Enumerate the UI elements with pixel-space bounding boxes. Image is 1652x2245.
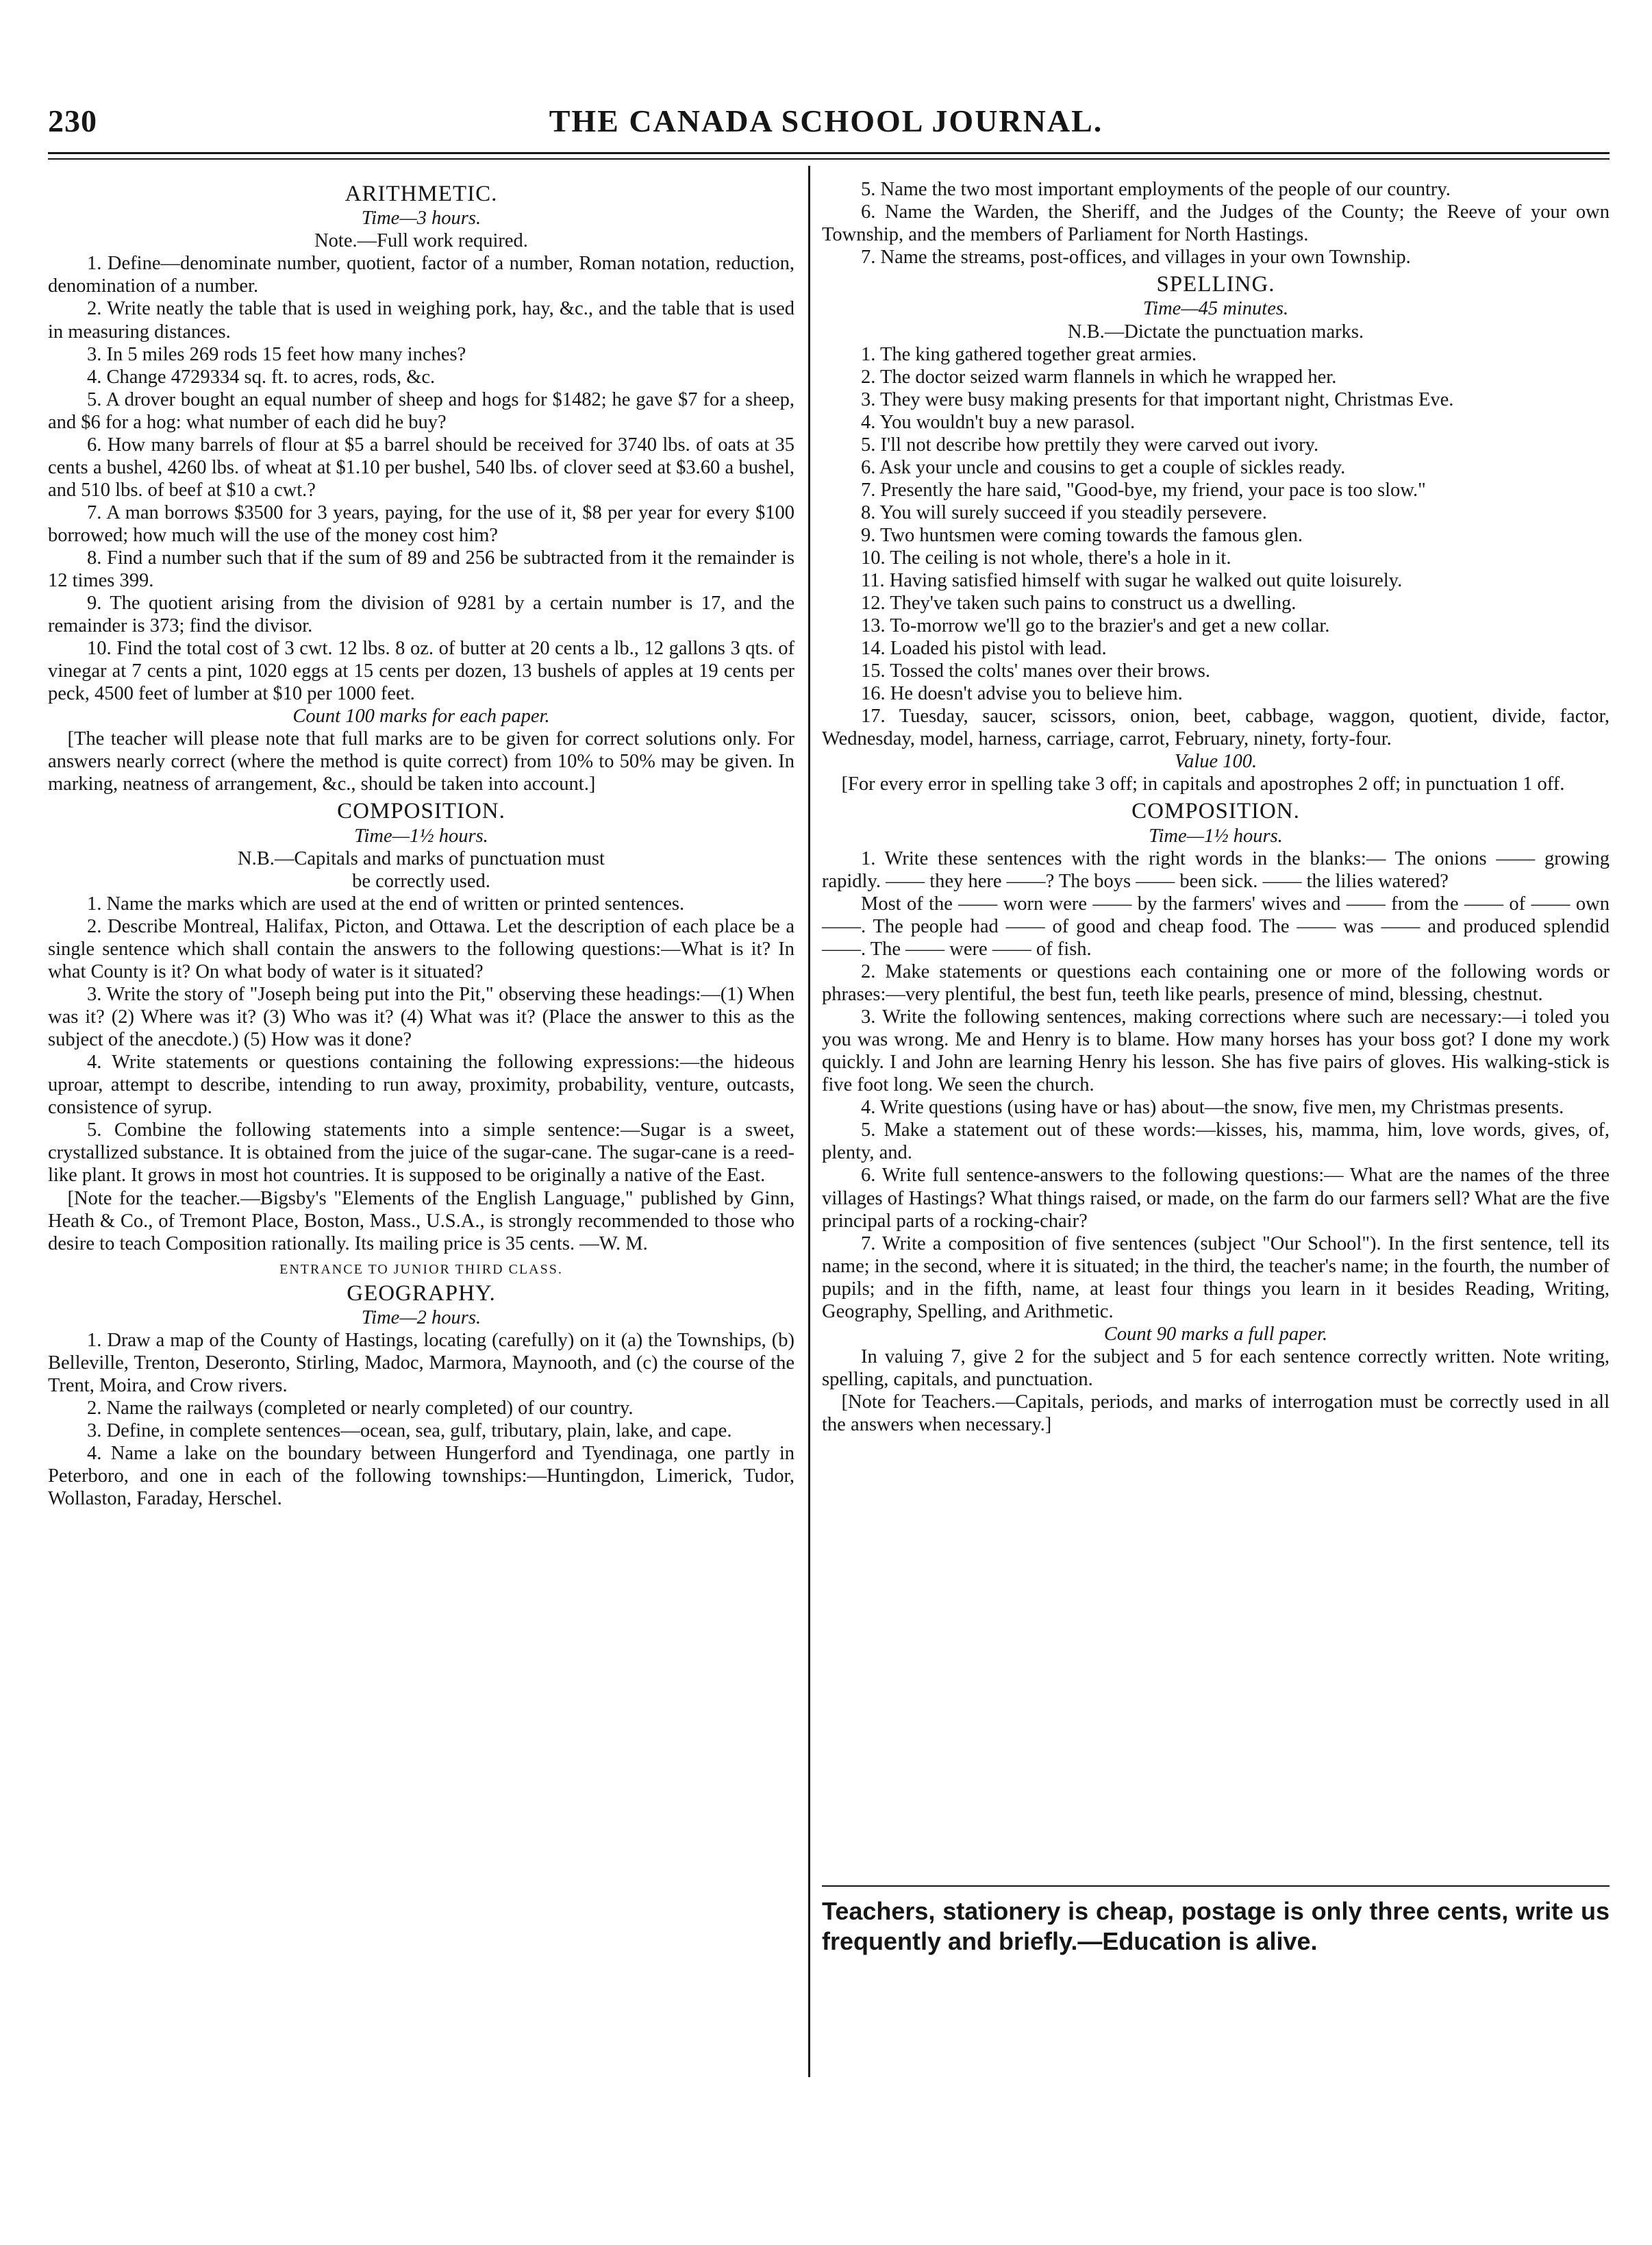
geography-question: 5. Name the two most important employments of the people of our country. xyxy=(861,179,1451,200)
composition-question: 4. Write statements or questions containing the following expressions:—the hideous uproar, attempt to describe, intending to run away, proximity, probability, venture, outcasts, consistence of syrup. xyxy=(48,1052,794,1119)
composition-question: 7. Write a composition of five sentences (subject "Our School"). In the first sentence, tell its name; in the second, where it is situated; in the third, the teacher's name; in the fourth, the number of pupils; and in the fifth, name, at least four things you learn in it besides Reading, Writing, Geography, Spelling, and Arithmetic. xyxy=(822,1232,1610,1322)
arithmetic-question: 9. The quotient arising from the division of 9281 by a certain number is 17, and the remainder is 373; find the divisor. xyxy=(48,593,794,637)
spelling-item: 10. The ceiling is not whole, there's a hole in it. xyxy=(861,547,1231,569)
page-number: 230 xyxy=(48,103,97,138)
spelling-item: 12. They've taken such pains to construct us a dwelling. xyxy=(861,593,1297,615)
spelling-item: 6. Ask your uncle and cousins to get a couple of sickles ready. xyxy=(861,456,1346,478)
spelling-item: 9. Two huntsmen were coming towards the famous glen. xyxy=(861,524,1303,546)
spelling-item: 14. Loaded his pistol with lead. xyxy=(861,638,1107,660)
composition-question: 5. Combine the following statements into a simple sentence:—Sugar is a sweet, crystallized substance. It is obtained from the juice of the sugar-cane. The sugar-cane is a reed-like plant. It grows in most hot countries. It is supposed to be originally a native of the East. xyxy=(48,1119,794,1187)
spelling-item: 15. Tossed the colts' manes over their brows. xyxy=(861,660,1210,682)
arithmetic-question: 2. Write neatly the table that is used in weighing pork, hay, &c., and the table that is used in measuring distances. xyxy=(48,298,794,343)
composition-teacher-note: [Note for the teacher.—Bigsby's "Elements of the English Language," published by Ginn, Heath & Co., of Tremont Place, Boston, Mass., U.S.A., is strongly recommended to those who desire to teach Composition rationally. Its mailing price is 35 cents. —W. M. xyxy=(48,1187,794,1254)
journal-title: THE CANADA SCHOOL JOURNAL. xyxy=(549,103,1103,138)
spelling-item: 1. The king gathered together great armies. xyxy=(861,343,1197,365)
header-rule-thin xyxy=(48,158,1610,160)
geography-question: 6. Name the Warden, the Sheriff, and the Judges of the County; the Reeve of your own Township, and the members of Parliament for North Hastings. xyxy=(822,201,1610,246)
spelling-time: Time—45 minutes. xyxy=(1142,298,1289,320)
spelling-teacher-note: [For every error in spelling take 3 off; in capitals and apostrophes 2 off; in punctuation 1 off. xyxy=(841,773,1565,795)
geography-question: 3. Define, in complete sentences—ocean, sea, gulf, tributary, plain, lake, and cape. xyxy=(87,1420,732,1442)
composition-question: 5. Make a statement out of these words:—kisses, his, mamma, him, love words, gives, of, plenty, and. xyxy=(822,1119,1610,1164)
composition-teacher-note: [Note for Teachers.—Capitals, periods, and marks of interrogation must be correctly used in all the answers when necessary.] xyxy=(822,1391,1610,1435)
arithmetic-heading: ARITHMETIC. xyxy=(345,182,498,206)
spelling-item: 3. They were busy making presents for that important night, Christmas Eve. xyxy=(861,388,1454,410)
composition-count: Count 90 marks a full paper. xyxy=(1103,1323,1328,1345)
composition-question: 4. Write questions (using have or has) about—the snow, five men, my Christmas presents. xyxy=(861,1097,1564,1119)
composition-question: 6. Write full sentence-answers to the following questions:— What are the names of the three villages of Hastings? What things raised, or made, on the farm do our farmers sell? What are the five principal parts of a rocking-chair? xyxy=(822,1165,1610,1232)
spelling-heading: SPELLING. xyxy=(1156,272,1275,297)
arithmetic-teacher-note: [The teacher will please note that full marks are to be given for correct solutions only. For answers nearly correct (where the method is quite correct) from 10% to 50% may be given. In marking, neatness of arrangement, &c., should be taken into account.] xyxy=(48,728,794,795)
geography-heading: GEOGRAPHY. xyxy=(347,1280,496,1306)
geography-question: 7. Name the streams, post-offices, and villages in your own Township. xyxy=(861,247,1411,269)
arithmetic-question: 3. In 5 miles 269 rods 15 feet how many inches? xyxy=(87,343,466,365)
arithmetic-question: 4. Change 4729334 sq. ft. to acres, rods, &c. xyxy=(87,366,436,388)
arithmetic-note: Note.—Full work required. xyxy=(314,230,528,252)
spelling-item: 7. Presently the hare said, "Good-bye, my friend, your pace is too slow." xyxy=(861,479,1426,501)
left-column xyxy=(48,178,794,1511)
spelling-item: 5. I'll not describe how prettily they were carved out ivory. xyxy=(861,434,1319,456)
composition-question: 3. Write the story of "Joseph being put into the Pit," observing these headings:—(1) When was it? (2) Where was it? (3) Who was it? (4) What was it? (Place the answer to this as the subject of the anecdote.) (5) How was it done? xyxy=(48,984,794,1051)
composition-nb-line1: N.B.—Capitals and marks of punctuation must xyxy=(238,847,605,869)
composition-question: Most of the —— worn were —— by the farmers' wives and —— from the —— of —— own ——. The people had —— of good and cheap food. The —— was —— and produced splendid ——. The —— were —— of fish. xyxy=(822,893,1610,960)
spelling-item: 11. Having satisfied himself with sugar he walked out quite loisurely. xyxy=(861,570,1403,592)
composition-question: 3. Write the following sentences, making corrections where such are necessary:—i toled you you was wrong. Me and Henry is to blame. How many horses has your boss got? I done my work quickly. I and John are learning Henry his lesson. She has five pairs of gloves. His walking-stick is five foot long. We seen the church. xyxy=(822,1006,1610,1096)
arithmetic-question: 6. How many barrels of flour at $5 a barrel should be received for 3740 lbs. of oats at 35 cents a bushel, 4260 lbs. of wheat at $1.10 per bushel, 540 lbs. of clover seed at $3.60 a bushel, and 510 lbs. of beef at $10 a cwt.? xyxy=(48,434,794,501)
column-divider xyxy=(808,166,810,2077)
composition-heading: COMPOSITION. xyxy=(337,799,505,824)
composition-question: 1. Name the marks which are used at the end of written or printed sentences. xyxy=(87,893,685,915)
header-rule xyxy=(48,152,1610,154)
composition-nb-line2: be correctly used. xyxy=(352,870,490,892)
arithmetic-question: 8. Find a number such that if the sum of 89 and 256 be subtracted from it the remainder is 12 times 399. xyxy=(48,547,794,592)
composition-question: 2. Make statements or questions each containing one or more of the following words or phrases:—very plentiful, the best fun, teeth like pearls, presence of mind, blessing, chestnut. xyxy=(822,961,1610,1006)
composition-valuing: In valuing 7, give 2 for the subject and 5 for each sentence correctly written. Note writing, spelling, capitals, and punctuation. xyxy=(822,1345,1610,1390)
composition-time: Time—1½ hours. xyxy=(1149,825,1283,847)
spelling-item: 13. To-morrow we'll go to the brazier's and get a new collar. xyxy=(861,615,1330,637)
right-column xyxy=(822,178,1610,1436)
stationery-notice: Teachers, stationery is cheap, postage is only three cents, write us frequently and briefly.—Education is alive. xyxy=(822,1885,1610,1957)
geography-question: 1. Draw a map of the County of Hastings, locating (carefully) on it (a) the Townships, (b) Belleville, Trenton, Deseronto, Stirling, Madoc, Marmora, Maynooth, and (c) the course of the Trent, Moira, and Crow rivers. xyxy=(48,1330,794,1397)
spelling-item: 8. You will surely succeed if you steadily persevere. xyxy=(861,501,1267,523)
composition-question: 2. Describe Montreal, Halifax, Picton, and Ottawa. Let the description of each place be a single sentence which shall contain the answers to the following questions:—What is it? In what County is it? On what body of water is it situated? xyxy=(48,915,794,983)
spelling-item: 17. Tuesday, saucer, scissors, onion, beet, cabbage, waggon, quotient, divide, factor, Wednesday, model, harness, carriage, carrot, February, ninety, forty-four. xyxy=(822,706,1610,750)
arithmetic-question: 5. A drover bought an equal number of sheep and hogs for $1482; he gave $7 for a sheep, and $6 for a hog: what number of each did he buy? xyxy=(48,388,794,433)
composition-question: 1. Write these sentences with the right words in the blanks:— The onions —— growing rapidly. —— they here ——? The boys —— been sick. —— the lilies watered? xyxy=(822,847,1610,892)
composition-heading: COMPOSITION. xyxy=(1131,799,1300,824)
geography-time: Time—2 hours. xyxy=(361,1307,481,1329)
arithmetic-time: Time—3 hours. xyxy=(361,208,481,230)
arithmetic-question: 7. A man borrows $3500 for 3 years, paying, for the use of it, $8 per year for every $100 borrowed; how much will the use of the money cost him? xyxy=(48,501,794,546)
spelling-item: 16. He doesn't advise you to believe him. xyxy=(861,683,1183,705)
entrance-heading: ENTRANCE TO JUNIOR THIRD CLASS. xyxy=(279,1261,563,1277)
spelling-note: N.B.—Dictate the punctuation marks. xyxy=(1067,321,1364,343)
spelling-item: 4. You wouldn't buy a new parasol. xyxy=(861,411,1136,433)
geography-question: 4. Name a lake on the boundary between Hungerford and Tyendinaga, one partly in Peterboro, and one in each of the following townships:—Huntingdon, Limerick, Tudor, Wollaston, Faraday, Herschel. xyxy=(48,1443,794,1510)
arithmetic-question: 1. Define—denominate number, quotient, factor of a number, Roman notation, reduction, denomination of a number. xyxy=(48,253,794,297)
spelling-item: 2. The doctor seized warm flannels in which he wrapped her. xyxy=(861,366,1337,388)
geography-question: 2. Name the railways (completed or nearly completed) of our country. xyxy=(87,1398,634,1419)
spelling-value: Value 100. xyxy=(1174,751,1257,773)
arithmetic-question: 10. Find the total cost of 3 cwt. 12 lbs. 8 oz. of butter at 20 cents a lb., 12 gallons 3 qts. of vinegar at 7 cents a pint, 1020 eggs at 15 cents per dozen, 13 bushels of apples at 19 cents per peck, 4500 feet of lumber at $10 per 1000 feet. xyxy=(48,638,794,705)
arithmetic-count: Count 100 marks for each paper. xyxy=(292,706,550,728)
composition-time: Time—1½ hours. xyxy=(354,825,488,847)
